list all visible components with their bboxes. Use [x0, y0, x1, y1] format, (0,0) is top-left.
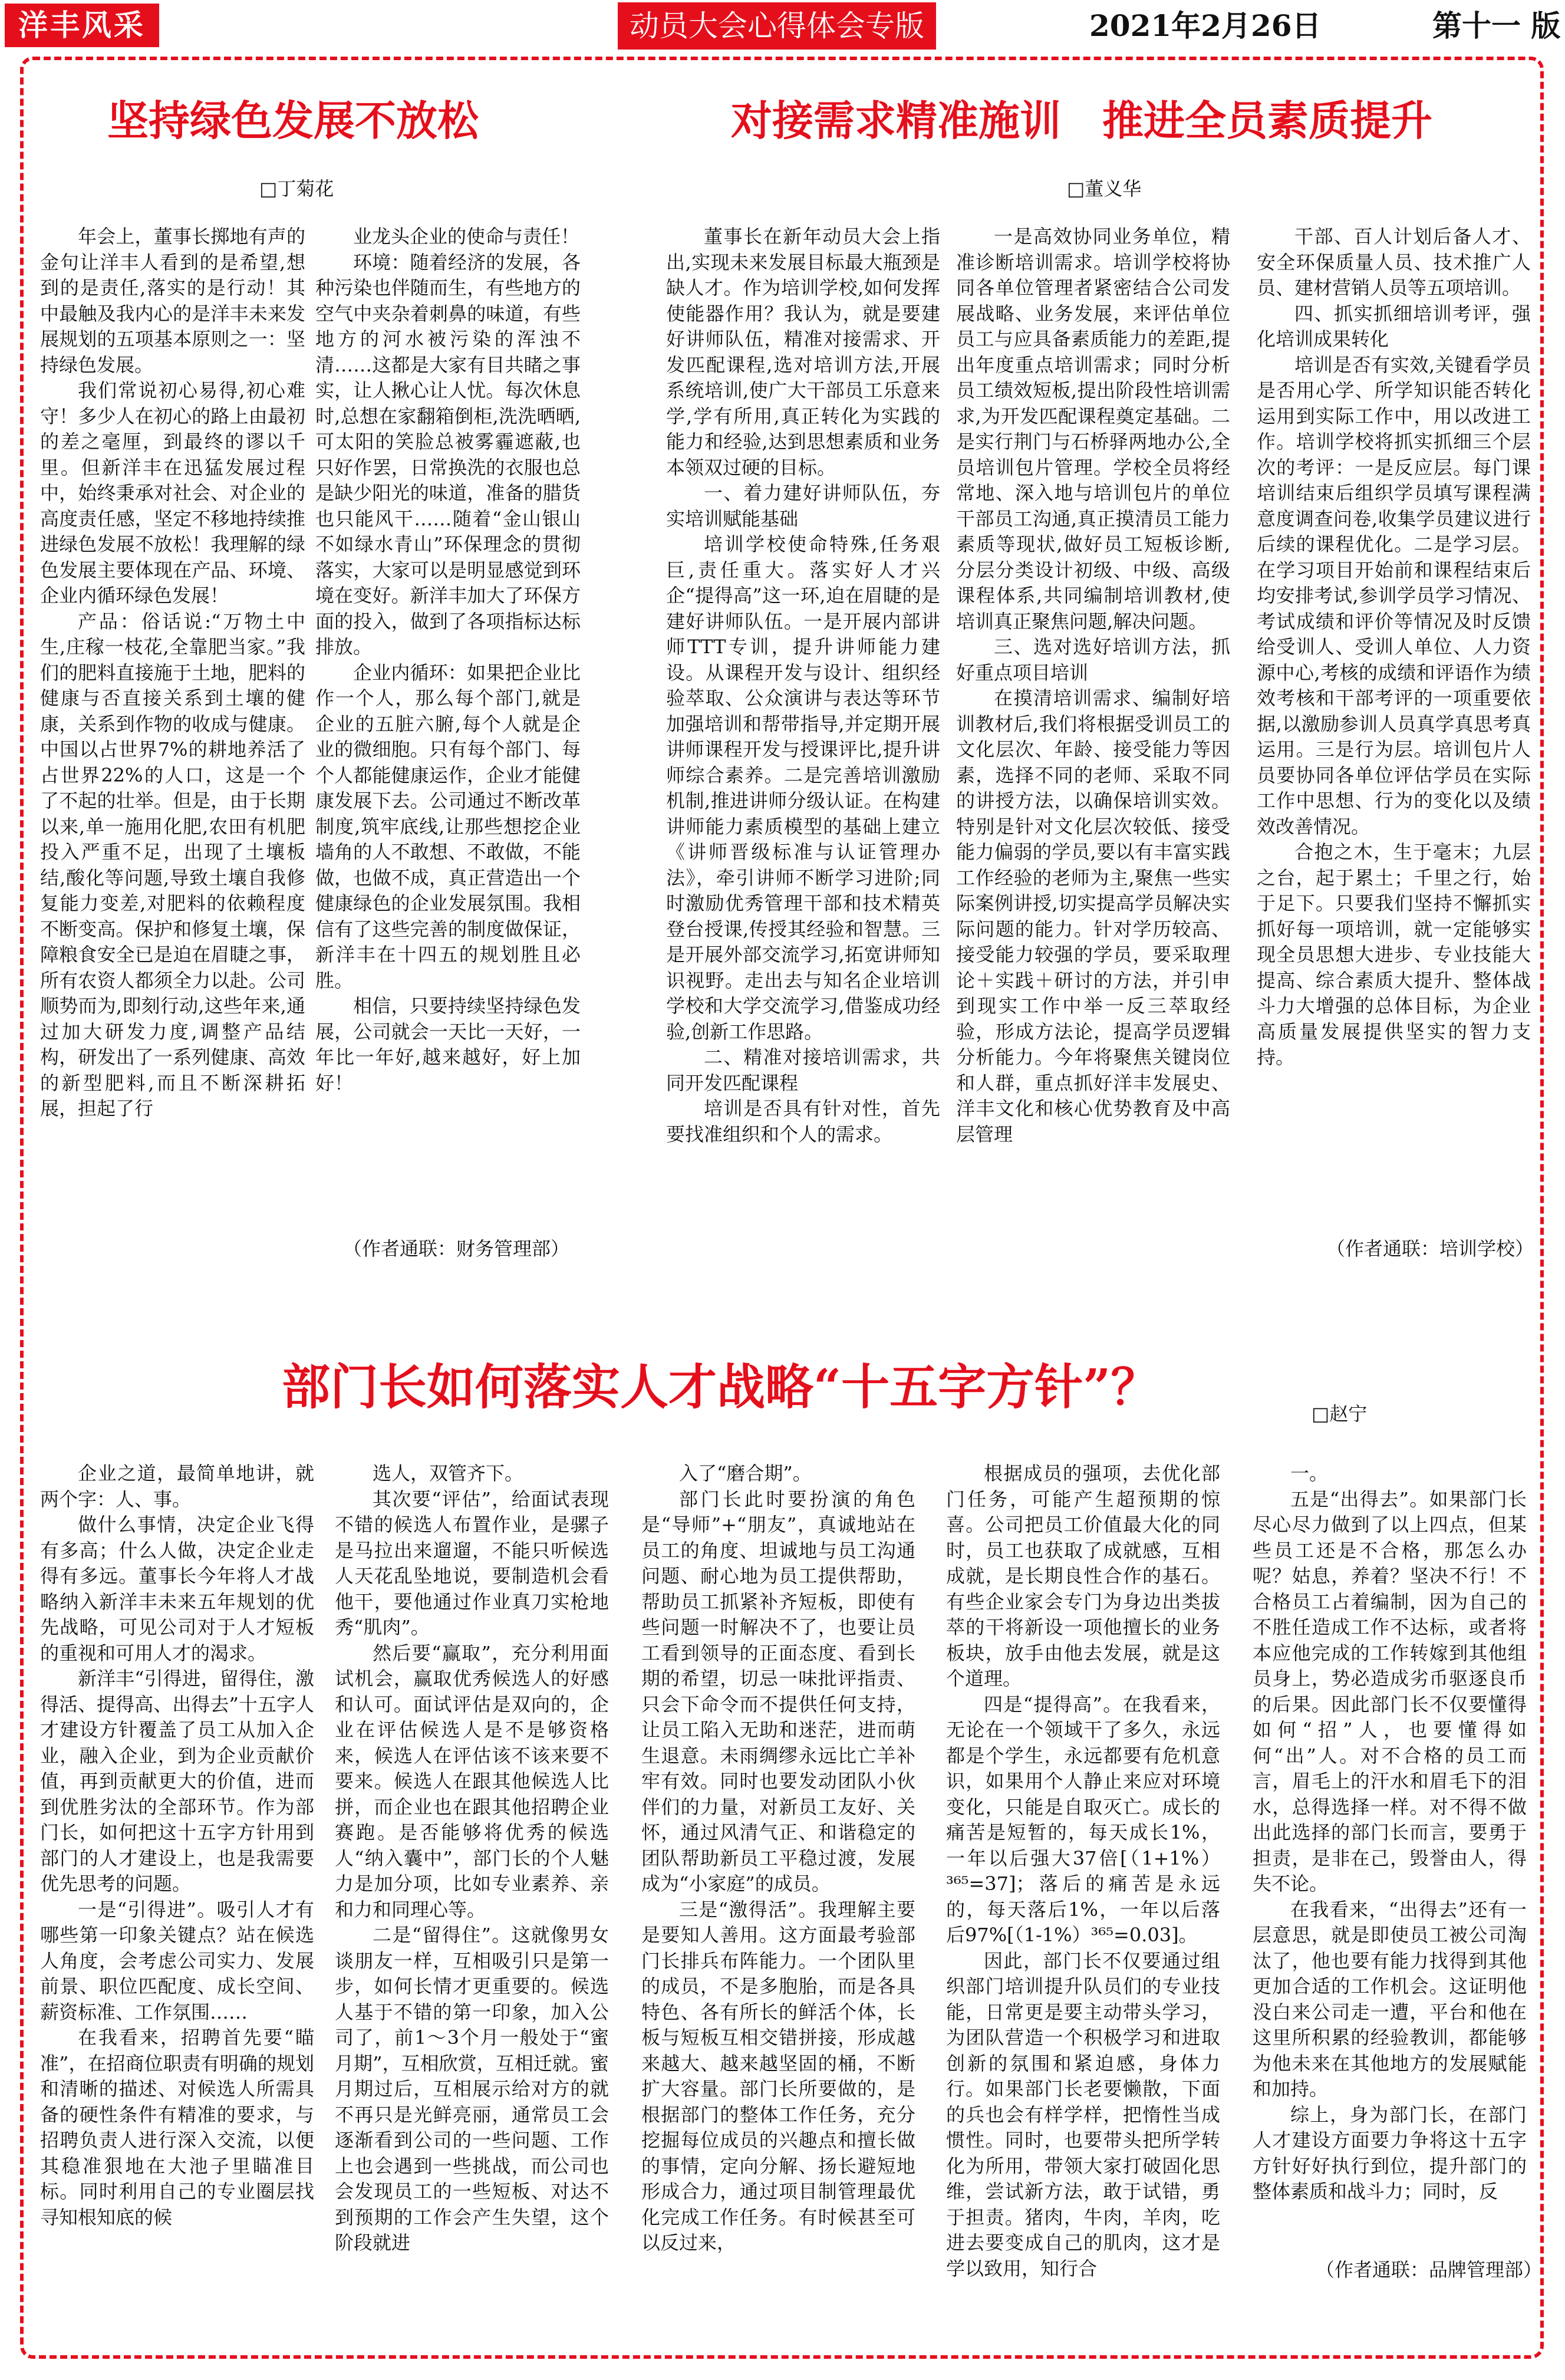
paragraph: 干部、百人计划后备人才、安全环保质量人员、技术推广人员、建材营销人员等五项培训。	[1257, 225, 1531, 299]
article1-column-2	[315, 224, 581, 1226]
paragraph: 我们常说初心易得,初心难守！多少人在初心的路上由最初的差之毫厘，到最终的谬以千里。但新洋丰在迅猛发展过程中，始终秉承对社会、对企业的高度责任感，坚定不移地持续推进绿色发展不放松！我理解的绿色发展主要体现在产品、环境、企业内循环绿色发展！	[40, 379, 305, 607]
article3-author: □赵宁	[1312, 1403, 1368, 1425]
article2-column-2	[956, 224, 1230, 1291]
article3-column-2	[335, 1461, 609, 2316]
paragraph: 入了“磨合期”。	[679, 1462, 812, 1484]
paragraph: 年会上，董事长掷地有声的金句让洋丰人看到的是希望,想到的是责任,落实的是行动！其中最触及我内心的是洋丰未来发展规划的五项基本原则之一：坚持绿色发展。	[40, 225, 305, 376]
paragraph: 董事长在新年动员大会上指出,实现未来发展目标最大瓶颈是缺人才。作为培训学校,如何发挥使能器作用？我认为，就是要建好讲师队伍，精准对接需求、开发匹配课程,选对培训方法,开展系统培训,使广大干部员工乐意来学,学有所用,真正转化为实践的能力和经验,达到思想素质和业务本领双过硬的目标。	[666, 225, 940, 479]
paragraph: 企业内循环：如果把企业比作一个人，那么每个部门,就是企业的五脏六腑,每个人就是企业的微细胞。只有每个部门、每个人都能健康运作，企业才能健康发展下去。公司通过不断改革制度,筑牢底线,让那些想挖企业墙角的人不敢想、不敢做，不能做，也做不成，真正营造出一个健康绿色的企业发展氛围。我相信有了这些完善的制度做保证，新洋丰在十四五的规划胜且必胜。	[315, 661, 581, 992]
paragraph: 企业之道，最简单地讲，就两个字：人、事。	[40, 1462, 314, 1510]
article3-column-5	[1253, 1461, 1527, 2251]
paragraph: 综上，身为部门长，在部门人才建设方面要力争将这十五字方针好好执行到位，提升部门的整体素质和战斗力；同时，反	[1253, 2103, 1527, 2203]
paragraph: 相信，只要持续坚持绿色发展，公司就会一天比一天好，一年比一年好,越来越好，好上加好！	[315, 995, 581, 1094]
paragraph: 培训是否具有针对性，首先要找准组织和个人的需求。	[666, 1097, 940, 1145]
newspaper-logo: 洋丰风采	[5, 4, 159, 47]
paragraph: 一是“引得进”。吸引人才有哪些第一印象关键点？站在候选人角度，会考虑公司实力、发展前景、职位匹配度、成长空间、薪资标准、工作氛围……	[40, 1898, 314, 2023]
article1-column-1	[40, 224, 305, 1291]
paragraph: 一、着力建好讲师队伍，夯实培训赋能基础	[666, 482, 940, 530]
article2-title: 对接需求精准施训 推进全员素质提升	[731, 96, 1432, 145]
paragraph: 二、精准对接培训需求，共同开发匹配课程	[666, 1046, 940, 1094]
article1-author-note: （作者通联：财务管理部）	[343, 1237, 570, 1260]
paragraph: 三是“激得活”。我理解主要是要知人善用。这方面最考验部门长排兵布阵能力。一个团队里的成员，不是多胞胎，而是各具特色、各有所长的鲜活个体，长板与短板互相交错拼接，形成越来越大、越来越坚固的桶，不断扩大容量。部门长所要做的，是根据部门的整体工作任务，充分挖掘每位成员的兴趣点和擅长做的事情，定向分解、扬长避短地形成合力，通过项目制管理最优化完成工作任务。有时候甚至可以反过来，	[641, 1898, 915, 2254]
page-number: 第十一 版	[1432, 8, 1561, 43]
paragraph: 环境：随着经济的发展，各种污染也伴随而生，有些地方的空气中夹杂着刺鼻的味道，有些地方的河水被污染的浑浊不清……这都是大家有目共睹之事实，让人揪心让人忧。每次休息时,总想在家翻箱倒柜,洗洗晒晒,可太阳的笑脸总被雾霾遮蔽,也只好作罢，日常换洗的衣服也总是缺少阳光的味道，准备的腊货也只能风干……随着“金山银山不如绿水青山”环保理念的贯彻落实，大家可以是明显感觉到环境在变好。新洋丰加大了环保方面的投入，做到了各项指标达标排放。	[315, 251, 581, 658]
paragraph: 五是“出得去”。如果部门长尽心尽力做到了以上四点，但某些员工还是不合格，那怎么办呢？姑息，养着？坚决不行！不合格员工占着编制，因为自己的不胜任造成工作不达标，或者将本应他完成的工作转嫁到其他组员身上，势必造成劣币驱逐良币的后果。因此部门长不仅要懂得如何“招”人，也要懂得如何“出”人。对不合格的员工而言，眉毛上的汗水和眉毛下的泪水，总得选择一样。对不得不做出此选择的部门长而言，要勇于担责，是非在己，毁誉由人，得失不论。	[1253, 1487, 1527, 1895]
paragraph: 一是高效协同业务单位，精准诊断培训需求。培训学校将协同各单位管理者紧密结合公司发展战略、业务发展，来评估单位员工与应具备素质能力的差距,提出年度重点培训需求；同时分析员工绩效短板,提出阶段性培训需求,为开发匹配课程奠定基础。二是实行荆门与石桥驿两地办公,全员培训包片管理。学校全员将经常地、深入地与培训包片的单位干部员工沟通,真正摸清员工能力素质等现状,做好员工短板诊断,分层分类设计初级、中级、高级课程体系,共同编制培训教材,使培训真正聚焦问题,解决问题。	[956, 225, 1230, 633]
article3-column-4	[946, 1461, 1220, 2316]
paragraph: 一。	[1290, 1462, 1329, 1484]
paragraph: 培训学校使命特殊,任务艰巨,责任重大。落实好人才兴企“提得高”这一环,迫在眉睫的是建好讲师队伍。一是开展内部讲师TTT专训，提升讲师能力建设。从课程开发与设计、组织经验萃取、公众演讲与表达等环节加强培训和帮带指导,并定期开展讲师课程开发与授课评比,提升讲师综合素养。二是完善培训激励机制,推进讲师分级认证。在构建讲师能力素质模型的基础上建立《讲师晋级标准与认证管理办法》，牵引讲师不断学习进阶;同时激励优秀管理干部和技术精英登台授课,传授其经验和智慧。三是开展外部交流学习,拓宽讲师知识视野。走出去与知名企业培训学校和大学交流学习,借鉴成功经验,创新工作思路。	[666, 533, 940, 1043]
article2-author: □董义华	[1067, 177, 1142, 200]
article2-column-3	[1257, 224, 1531, 1226]
paragraph: 二是“留得住”。这就像男女谈朋友一样，互相吸引只是第一步，如何长情才更重要的。候选人基于不错的第一印象，加入公司了，前1～3个月一般处于“蜜月期”，互相欣赏，互相迁就。蜜月期过后，互相展示给对方的就不再只是光鲜亮丽，通常员工会逐渐看到公司的一些问题、工作上也会遇到一些挑战，而公司也会发现员工的一些短板、对达不到预期的工作会产生失望，这个阶段就进	[335, 1924, 609, 2254]
paragraph: 三、选对选好培训方法，抓好重点项目培训	[956, 636, 1230, 684]
paragraph: 培训是否有实效,关键看学员是否用心学、所学知识能否转化运用到实际工作中，用以改进工作。培训学校将抓实抓细三个层次的考评：一是反应层。每门课培训结束后组织学员填写课程满意度调查问卷,收集学员建议进行后续的课程优化。二是学习层。在学习项目开始前和课程结束后均安排考试,参训学员学习情况、考试成绩和评价等情况及时反馈给受训人、受训人单位、人力资源中心,考核的成绩和评语作为绩效考核和干部考评的一项重要依据,以激励参训人员真学真思考真运用。三是行为层。培训包片人员要协同各单位评估学员在实际工作中思想、行为的变化以及绩效改善情况。	[1257, 353, 1531, 838]
paragraph: 四、抓实抓细培训考评，强化培训成果转化	[1257, 302, 1531, 350]
paragraph: 产品：俗话说:“万物土中生,庄稼一枝花,全靠肥当家。”我们的肥料直接施于土地，肥料的健康与否直接关系到土壤的健康，关系到作物的收成与健康。中国以占世界7%的耕地养活了占世界22%的人口，这是一个了不起的壮举。但是，由于长期以来,单一施用化肥,农田有机肥投入严重不足，出现了土壤板结,酸化等问题,导致土壤自我修复能力变差,对肥料的依赖程度不断变高。保护和修复土壤，保障粮食安全已是迫在眉睫之事，所有农资人都须全力以赴。公司顺势而为,即刻行动,这些年来,通过加大研发力度,调整产品结构，研发出了一系列健康、高效的新型肥料,而且不断深耕拓展，担起了行	[40, 610, 305, 1120]
article1-author: □丁菊花	[259, 177, 334, 200]
issue-date: 2021年2月26日	[1089, 8, 1322, 43]
masthead	[0, 0, 1565, 52]
paragraph: 在摸清培训需求、编制好培训教材后,我们将根据受训员工的文化层次、年龄、接受能力等因素，选择不同的老师、采取不同的讲授方法，以确保培训实效。特别是针对文化层次较低、接受能力偏弱的学员,要以有丰富实践工作经验的老师为主,聚焦一些实际案例讲授,切实提高学员解决实际问题的能力。针对学历较高、接受能力较强的学员，要采取理论＋实践＋研讨的方法，并引申到现实工作中举一反三萃取经验，形成方法论，提高学员逻辑分析能力。今年将聚焦关键岗位和人群，重点抓好洋丰发展史、洋丰文化和核心优势教育及中高层管理	[956, 687, 1230, 1145]
paragraph: 部门长此时要扮演的角色是“导师”+“朋友”，真诚地站在员工的角度、坦诚地与员工沟通问题、耐心地为员工提供帮助，帮助员工抓紧补齐短板，即使有些问题一时解决不了，也要让员工看到领导的正面态度、看到长期的希望，切忌一味批评指责、只会下命令而不提供任何支持，让员工陷入无助和迷茫，进而萌生退意。未雨绸缪永远比亡羊补牢有效。同时也要发动团队小伙伴们的力量，对新员工友好、关怀，通过风清气正、和谐稳定的团队帮助新员工平稳过渡，发展成为“小家庭”的成员。	[641, 1487, 915, 1895]
article3-title: 部门长如何落实人才战略“十五字方针”？	[282, 1359, 1159, 1416]
article3-column-1	[40, 1461, 314, 2316]
paragraph: 做什么事情，决定企业飞得有多高；什么人做，决定企业走得有多远。董事长今年将人才战略纳入新洋丰未来五年规划的优先战略，可见公司对于人才短板的重视和可用人才的渴求。	[40, 1513, 314, 1664]
paragraph: 合抱之木，生于毫末；九层之台，起于累土；千里之行，始于足下。只要我们坚持不懈抓实抓好每一项培训，就一定能够实现全员思想大进步、专业技能大提高、综合素质大提升、整体战斗力大增强的总体目标，为企业高质量发展提供坚实的智力支持。	[1257, 841, 1531, 1068]
article3-author-note: （作者通联：品牌管理部）	[1316, 2259, 1543, 2281]
edition-banner: 动员大会心得体会专版	[618, 2, 936, 50]
paragraph: 新洋丰“引得进，留得住，激得活、提得高、出得去”十五字人才建设方针覆盖了员工从加入企业，融入企业，到为企业贡献价值，再到贡献更大的价值，进而到优胜劣汰的全部环节。作为部门长，如何把这十五字方针用到部门的人才建设上，也是我需要优先思考的问题。	[40, 1667, 314, 1895]
article1-title: 坚持绿色发展不放松	[107, 96, 479, 145]
article2-column-1	[666, 224, 940, 1291]
paragraph: 在我看来，“出得去”还有一层意思，就是即使员工被公司淘汰了，他也要有能力找得到其他更加合适的工作机会。这证明他没白来公司走一遭，平台和他在这里所积累的经验教训，都能够为他未来在其他地方的发展赋能和加持。	[1253, 1898, 1527, 2100]
article2-author-note: （作者通联：培训学校）	[1326, 1237, 1534, 1260]
paragraph: 然后要“赢取”，充分利用面试机会，赢取优秀候选人的好感和认可。面试评估是双向的，企业在评估候选人是不是够资格来，候选人在评估该不该来要不要来。候选人在跟其他候选人比拼，而企业也在跟其他招聘企业赛跑。是否能够将优秀的候选人“纳入囊中”，部门长的个人魅力是加分项，比如专业素养、亲和力和同理心等。	[335, 1641, 609, 1921]
article3-column-3	[641, 1461, 915, 2316]
paragraph: 四是“提得高”。在我看来，无论在一个领域干了多久，永远都是个学生，永远都要有危机意识，如果用个人静止来应对环境变化，只能是自取灭亡。成长的痛苦是短暂的，每天成长1%，一年以后强大37倍[（1+1%）³⁶⁵=37]；落后的痛苦是永远的，每天落后1%，一年以后落后97%[（1-1%）³⁶⁵=0.03]。	[946, 1693, 1220, 1946]
paragraph: 其次要“评估”，给面试表现不错的候选人布置作业，是骡子是马拉出来遛遛，不能只听候选人天花乱坠地说，要制造机会看他干，要他通过作业真刀实枪地秀“肌肉”。	[335, 1487, 609, 1638]
paragraph: 选人，双管齐下。	[373, 1462, 524, 1484]
paragraph: 因此，部门长不仅要通过组织部门培训提升队员们的专业技能，日常更是要主动带头学习，为团队营造一个积极学习和进取创新的氛围和紧迫感，身体力行。如果部门长老要懒散，下面的兵也会有样学样，把惰性当成惯性。同时，也要带头把所学转化为所用，带领大家打破固化思维，尝试新方法，敢于试错，勇于担责。猪肉，牛肉，羊肉，吃进去要变成自己的肌肉，这才是学以致用，知行合	[946, 1949, 1220, 2280]
paragraph: 根据成员的强项，去优化部门任务，可能产生超预期的惊喜。公司把员工价值最大化的同时，员工也获取了成就感，互相成就，是长期良性合作的基石。有些企业家会专门为身边出类拔萃的干将新设一项他擅长的业务板块，放手由他去发展，就是这个道理。	[946, 1462, 1220, 1690]
paragraph: 业龙头企业的使命与责任！	[353, 225, 580, 248]
paragraph: 在我看来，招聘首先要“瞄准”，在招商位职责有明确的规划和清晰的描述、对候选人所需具备的硬性条件有精准的要求，与招聘负责人进行深入交流，以便其稳准狠地在大池子里瞄准目标。同时利用自己的专业圈层找寻知根知底的候	[40, 2026, 314, 2228]
